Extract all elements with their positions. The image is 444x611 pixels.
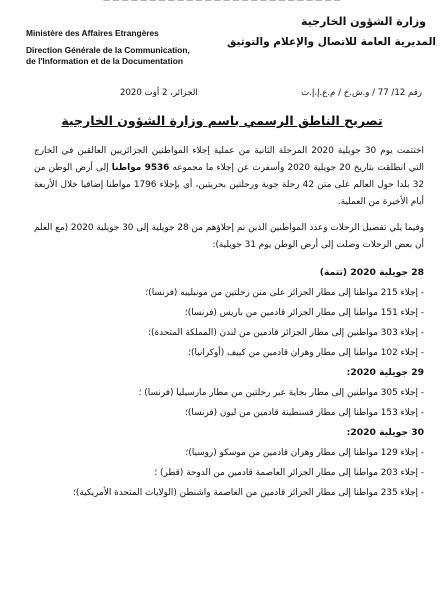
directorate-name-fr-1: Direction Générale de la Communication, [26, 45, 190, 55]
day-section [34, 363, 424, 423]
details-paragraph: وفيما يلي تفصيل الرحلات وعدد المواطنين الذين تم إجلاؤهم من 28 جويلية إلى 30 جويلية 2020 (مع العلم أن بعض الرحلات وصلت إلى أرض الوطن يوم 31 جويلية): [34, 223, 424, 250]
list-item: - إجلاء 151 مواطنا إلى مطار الجزائر قادمين من باريس (فرنسا)؛ [184, 308, 424, 318]
list-item: - إجلاء 235 مواطنا إلى مطار الجزائر قادمين من العاصمة واشنطن (الولايات المتحدة الأمريكية)؛ [73, 488, 424, 498]
document-title: تصريح الناطق الرسمي باسم وزارة الشؤون الخارجية [61, 113, 383, 128]
ministry-name-ar: وزارة الشؤون الخارجية [300, 15, 426, 28]
arabic-letterhead [216, 12, 436, 52]
list-item: - إجلاء 305 مواطنين إلى مطار بجاية عبر رحلتين من مطار مارسيليا (فرنسا) ؛ [138, 388, 424, 398]
intro-paragraph [34, 143, 424, 211]
list-item: - إجلاء 203 مواطنا إلى مطار الجزائر العاصمة قادمين من الدوحة (قطر) ؛ [154, 468, 424, 478]
intro-total-evacuees: 9536 مواطنا [111, 163, 170, 173]
day-heading: 28 جويلية 2020 (تتمة) [319, 267, 424, 278]
ministry-name-fr: Ministère des Affaires Etrangères [26, 28, 159, 38]
list-item: - إجلاء 102 مواطنا إلى مطار وهران قادمين من كييف (أوكرانيا)؛ [188, 348, 424, 358]
day-section [34, 423, 424, 503]
day-heading: 29 جويلية 2020: [346, 367, 424, 378]
list-item: - إجلاء 303 مواطنين إلى مطار الجزائر قادمين من لندن (المملكة المتحدة)؛ [148, 328, 424, 338]
list-item: - إجلاء 129 مواطنا إلى مطار وهران قادمين من موسكو (روسيا)؛ [185, 448, 424, 458]
intro-text-2: إلى أرض الوطن من 32 بلدا حول العالم على متن 42 رحلة جوية ورحلتين بحريتين، أي بإجلاء 1796 مواطنا إضافيا خلال الأربعة أيام الأخيرة من العملية. [34, 163, 424, 207]
intro-text-1: اختتمت يوم 30 جويلية 2020 المرحلة الثانية من عملية إجلاء المواطنين الجزائريين العالقين في الخارج التي انطلقت بتاريخ 20 جويلية 2020 وأسفرت عن إجلاء ما مجموعه [34, 146, 425, 173]
directorate-name-ar: المديرية العامة للاتصال والإعلام والتوثيق [226, 36, 436, 48]
list-item: - إجلاء 153 مواطنا إلى مطار قسنطينة قادمين من ليون (فرنسا)؛ [185, 408, 424, 418]
document-date: الجزائر، 2 أوت 2020 [120, 88, 198, 98]
reference-number: رقم 12/ 77 / و.ش.خ / م.ع.إ.إ.ت [301, 88, 422, 98]
document-body [34, 143, 424, 503]
top-cutoff-line: — — — — — — — — — — — — — — — — — — — — — — — — — — [103, 0, 341, 4]
day-heading: 30 جويلية 2020: [346, 427, 424, 438]
list-item: - إجلاء 215 مواطنا إلى مطار الجزائر على متن رحلتين من مونبلييه (فرنسا)؛ [145, 288, 424, 298]
day-section [34, 263, 424, 363]
directorate-name-fr-2: de l'Information et de la Documentation [26, 56, 183, 66]
